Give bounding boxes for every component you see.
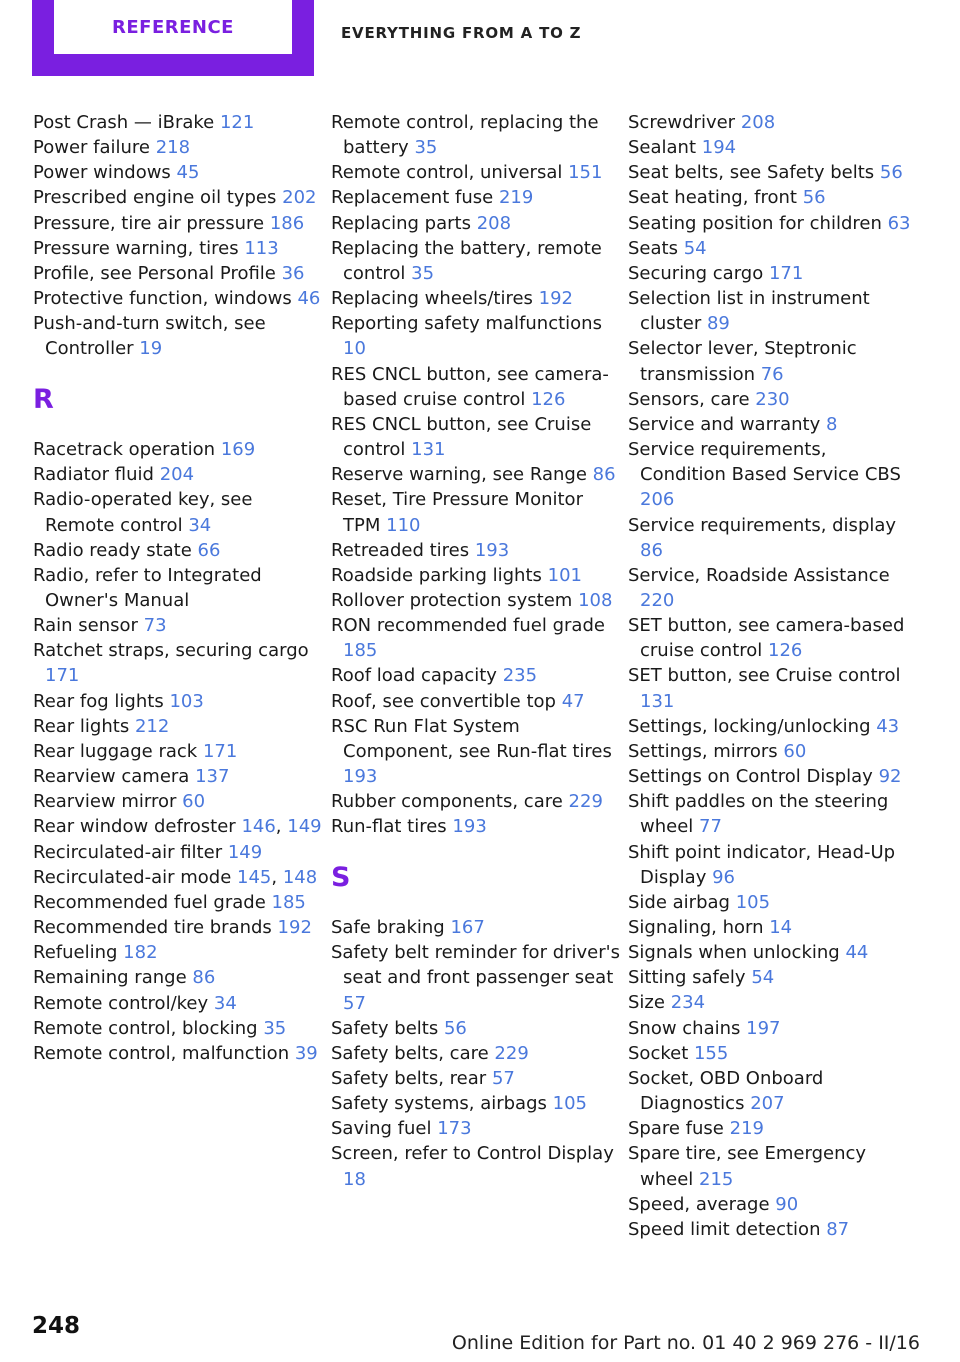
page-link[interactable]: 10 [343,338,366,360]
index-term: Service and warranty [628,413,821,435]
index-term: Recirculated-air filter [33,841,223,863]
page-link[interactable]: 101 [547,564,582,586]
index-term: SET button, see camera-based cruise control [628,615,905,662]
index-entry [331,613,621,663]
index-term: Rearview camera [33,766,190,788]
index-term: Seats [628,237,678,259]
index-entry [628,387,918,412]
page-link[interactable]: 186 [269,212,305,234]
page-link[interactable]: 218 [155,137,191,159]
edition-footer: Online Edition for Part no. 01 40 2 969 276 - II/16 [451,1332,920,1354]
reference-tab-label: REFERENCE [54,0,292,54]
page-link[interactable]: 96 [712,866,735,888]
index-term: Rear window defroster [33,816,236,838]
index-term: Replacement fuse [331,187,494,209]
page-link[interactable]: 194 [701,137,737,159]
index-entry [628,990,918,1015]
page-link[interactable]: 34 [188,514,212,536]
page-link[interactable]: 193 [452,816,487,838]
page-link[interactable]: 35 [411,262,435,284]
section-letter: R [33,383,54,415]
index-entry [331,412,621,462]
page-link[interactable]: 219 [729,1118,764,1140]
index-column-2 [331,110,621,1192]
page-link[interactable]: 229 [568,791,603,813]
page-link[interactable]: 35 [263,1017,287,1039]
index-term: Sealant [628,137,697,159]
index-term: Sitting safely [628,967,746,989]
page-link[interactable]: 39 [294,1042,318,1064]
index-term: Safety systems, airbags [331,1093,547,1115]
page-link[interactable]: 149 [227,841,263,863]
index-term: RES CNCL button, see camera-based cruise control [331,363,609,410]
index-entry [33,840,323,865]
index-entry [33,261,323,286]
index-entry [628,1192,918,1217]
page-link[interactable]: 169 [220,439,256,461]
index-entry [331,538,621,563]
index-entry [628,412,918,437]
page-link[interactable]: 76 [760,363,784,385]
index-entry [628,613,918,663]
index-entry: Rear window defroster 146, 149 [33,816,322,838]
page-link[interactable]: 234 [670,992,706,1014]
index-entry [33,160,323,185]
index-entry: Recirculated-air mode 145, 148 [33,866,318,888]
index-entry [331,211,621,236]
index-entry [331,1116,621,1141]
index-entry [331,185,621,210]
index-entry [628,437,918,512]
index-entry [331,915,621,940]
section-title: EVERYTHING FROM A TO Z [341,24,582,42]
page-link[interactable]: 230 [755,388,790,410]
page-link[interactable]: 45 [176,162,200,184]
index-entry [331,311,621,361]
page-link[interactable]: 44 [845,942,869,964]
index-entry [628,1217,918,1242]
index-entry [33,965,323,990]
index-term: Settings, locking/unlocking [628,715,871,737]
index-term: Prescribed engine oil types [33,187,277,209]
index-entry [628,890,918,915]
page-link[interactable]: 208 [740,112,776,133]
page-link[interactable]: 207 [750,1093,785,1115]
index-term: Remaining range [33,967,187,989]
page-link[interactable]: 212 [134,715,170,737]
page-link[interactable]: 229 [494,1042,529,1064]
index-entry [628,211,918,236]
index-entry [331,487,621,537]
index-entry [33,638,323,688]
page-link[interactable]: 87 [826,1218,850,1240]
index-entry [33,437,323,462]
index-term: Safety belts [331,1017,439,1039]
page-link[interactable]: 103 [169,690,204,712]
index-entry [628,1041,918,1066]
index-entry [331,462,621,487]
index-entry [331,110,621,160]
index-term: Roof load capacity [331,665,497,687]
index-term: Service requirements, Condition Based Service CBS [628,439,901,486]
index-term: Rubber components, care [331,791,563,813]
index-term: Selection list in instrument cluster [628,288,870,335]
index-entry [628,1016,918,1041]
index-term: Power windows [33,162,171,184]
page-link[interactable]: 167 [450,917,485,939]
page-link[interactable]: 197 [746,1017,781,1039]
index-entry [331,563,621,588]
index-entry [331,236,621,286]
index-entry [628,563,918,613]
index-term: Recommended fuel grade [33,891,266,913]
page-link[interactable]: 86 [192,967,216,989]
page-link[interactable]: 204 [159,464,195,486]
index-term: Reserve warning, see Range [331,464,587,486]
index-term: Safety belts, care [331,1042,489,1064]
page-link[interactable]: 193 [474,539,510,561]
index-entry [628,764,918,789]
index-term: Post Crash — iBrake [33,112,215,133]
page-link[interactable]: 182 [123,942,158,964]
index-term: Roadside parking lights [331,564,542,586]
index-term: Remote control, replacing the battery [331,112,599,159]
index-entry [33,563,323,613]
index-term: Snow chains [628,1017,741,1039]
page-link[interactable]: 92 [878,766,902,788]
index-term: Seating position for children [628,212,882,234]
index-term: Sensors, care [628,388,750,410]
index-term: Service, Roadside Assistance [628,564,890,586]
page-link[interactable]: 173 [437,1118,472,1140]
page-link[interactable]: 14 [769,917,793,938]
index-term: Protective function, windows [33,288,292,310]
page-link[interactable]: 57 [491,1067,515,1089]
index-entry [331,940,621,1015]
index-term: Spare tire, see Emergency wheel [628,1143,867,1190]
index-term: Shift paddles on the steering wheel [628,791,889,838]
reference-tab [32,0,314,76]
index-entry [628,1141,918,1191]
index-entry [331,588,621,613]
page-link[interactable]: 105 [735,891,771,913]
page-link[interactable]: 19 [139,338,163,360]
index-term: Ratchet straps, securing cargo [33,640,309,662]
index-term: RES CNCL button, see Cruise control [331,413,592,461]
index-term: Radio, refer to Integrated Owner's Manual [33,564,262,611]
page-link[interactable]: 131 [411,439,446,461]
index-entry [628,261,918,286]
index-term: Size [628,992,665,1014]
index-term: Refueling [33,942,118,964]
index-entry [33,110,323,135]
page-link[interactable]: 137 [195,766,230,788]
index-term: Rain sensor [33,615,138,637]
index-term: Remote control, universal [331,162,563,184]
index-entry [628,135,918,160]
index-term: Seat heating, front [628,187,797,209]
index-entry [33,311,323,361]
index-term: Shift point indicator, Head-Up Display [628,841,896,888]
index-entry [33,211,323,236]
index-term: Rearview mirror [33,791,177,813]
page-link[interactable]: 192 [538,288,574,310]
index-term: Settings on Control Display [628,766,873,788]
index-entry [33,739,323,764]
page-link[interactable]: 235 [502,665,538,687]
index-entry [628,513,918,563]
page-link[interactable]: 18 [343,1168,366,1190]
index-term: Remote control, blocking [33,1017,258,1039]
index-entry [331,1016,621,1041]
index-entry [628,185,918,210]
index-term: SET button, see Cruise control [628,665,901,687]
index-term: Recirculated-air mode [33,866,232,888]
page-link[interactable]: 208 [476,212,512,234]
index-entry [33,185,323,210]
index-entry [628,236,918,261]
index-term: Service requirements, display [628,514,897,536]
index-entry [628,286,918,336]
index-term: Safe braking [331,917,445,939]
page-link[interactable]: 202 [282,187,317,209]
index-term: Safety belts, rear [331,1067,487,1089]
index-term: Remote control/key [33,992,209,1014]
page-link[interactable]: 105 [552,1093,587,1115]
index-term: Push-and-turn switch, see Controller [33,313,266,360]
index-entry [331,1066,621,1091]
page-link[interactable]: 108 [578,589,613,611]
index-term: Rear luggage rack [33,740,198,762]
index-term: Rear lights [33,715,130,737]
index-term: Spare fuse [628,1118,724,1140]
index-entry [331,1091,621,1116]
page-link[interactable]: 149 [287,816,322,838]
index-term: Power failure [33,137,150,159]
index-entry [33,1041,323,1066]
index-term: Safety belt reminder for driver's seat and front passenger seat [331,942,620,989]
page-link[interactable]: 171 [45,665,80,687]
index-entry [628,915,918,940]
index-entry [628,739,918,764]
page-link[interactable]: 220 [640,589,675,611]
index-term: Seat belts, see Safety belts [628,162,875,184]
page-link[interactable]: 43 [876,715,900,737]
index-entry [331,689,621,714]
index-entry [628,336,918,386]
index-term: Pressure warning, tires [33,237,239,259]
index-term: Radio ready state [33,539,192,561]
page-link[interactable]: 206 [640,489,675,511]
index-term: Selector lever, Steptronic transmission [628,338,857,385]
index-entry [331,362,621,412]
index-entry [628,789,918,839]
page-link[interactable]: 56 [802,187,826,209]
page-link[interactable]: 155 [693,1042,729,1064]
index-entry [628,840,918,890]
index-entry [33,991,323,1016]
index-term: Radio-operated key, see Remote control [33,489,253,536]
page-number: 248 [32,1313,81,1339]
page-link[interactable]: 73 [143,615,167,637]
index-entry [33,286,323,311]
index-term: Roof, see convertible top [331,690,556,712]
page-link[interactable]: 34 [213,992,237,1014]
index-entry [33,714,323,739]
page-link[interactable]: 60 [783,740,807,762]
index-term: Reporting safety malfunctions [331,313,602,335]
index-entry [33,135,323,160]
page-link[interactable]: 66 [197,539,221,561]
index-entry [33,689,323,714]
page-link[interactable]: 77 [699,816,722,838]
index-term: Side airbag [628,891,730,913]
index-term: Saving fuel [331,1118,432,1140]
index-term: Replacing parts [331,212,471,234]
page-link[interactable]: 146 [241,816,276,838]
page-link[interactable]: 148 [282,866,318,888]
index-entry [33,890,323,915]
page-link[interactable]: 90 [775,1193,799,1215]
index-entry [33,940,323,965]
page-link[interactable]: 113 [244,237,279,259]
index-term: Racetrack operation [33,439,216,461]
index-entry [33,613,323,638]
page-link[interactable]: 46 [297,288,321,310]
index-entry [331,714,621,789]
index-term: Profile, see Personal Profile [33,262,276,284]
page-link[interactable]: 110 [386,514,421,536]
index-entry [33,1016,323,1041]
index-term: Socket, OBD Onboard Diagnostics [628,1067,824,1115]
index-term: Retreaded tires [331,539,470,561]
index-term: Speed limit detection [628,1218,821,1240]
section-letter: S [331,861,351,893]
index-term: Rear fog lights [33,690,164,712]
index-term: Reset, Tire Pressure Monitor TPM [331,489,583,536]
index-entry [331,1141,621,1191]
index-term: RON recommended fuel grade [331,615,605,637]
index-entry [331,663,621,688]
index-entry [628,1116,918,1141]
index-term: Radiator fluid [33,464,154,486]
page-link[interactable]: 36 [281,262,305,284]
index-term: Replacing the battery, remote control [331,237,602,284]
index-entry [628,663,918,713]
index-entry [331,814,621,839]
index-entry [33,487,323,537]
index-column-1 [33,110,323,1066]
index-entry [33,789,323,814]
page-link[interactable]: 57 [343,992,366,1014]
index-entry [33,462,323,487]
page-link[interactable]: 89 [706,313,730,335]
page-link[interactable]: 47 [561,690,585,712]
index-entry [331,789,621,814]
index-term: Run-flat tires [331,816,447,838]
index-entry [331,160,621,185]
page-link[interactable]: 63 [887,212,911,234]
page-link[interactable]: 171 [202,740,238,762]
index-entry [628,714,918,739]
index-term: RSC Run Flat System Component, see Run-flat tires [331,715,612,762]
index-entry [331,1041,621,1066]
index-term: Screwdriver [628,112,736,133]
page-link[interactable]: 56 [443,1017,467,1039]
index-entry [33,236,323,261]
index-term: Rollover protection system [331,589,573,611]
index-term: Settings, mirrors [628,740,778,762]
index-term: Securing cargo [628,262,764,284]
page-link[interactable]: 131 [640,690,675,712]
page-link[interactable]: 121 [219,112,255,133]
page-link[interactable]: 193 [343,766,378,788]
index-term: Screen, refer to Control Display [331,1143,614,1165]
page-link[interactable]: 151 [568,162,603,184]
index-entry [33,538,323,563]
index-entry [331,286,621,311]
index-term: Remote control, malfunction [33,1042,290,1064]
page-link[interactable]: 86 [640,539,663,561]
page-link[interactable]: 54 [751,967,775,989]
index-entry [628,1066,918,1116]
index-entry [33,764,323,789]
page-link[interactable]: 54 [683,237,707,259]
page-link[interactable]: 35 [414,137,438,159]
index-term: Speed, average [628,1193,770,1215]
page-link[interactable]: 215 [699,1168,734,1190]
index-entry [628,940,918,965]
page-link[interactable]: 86 [592,464,616,486]
page-link[interactable]: 145 [237,866,272,888]
index-term: Recommended tire brands [33,917,272,939]
page-link[interactable]: 126 [531,388,566,410]
index-term: Signals when unlocking [628,942,840,964]
index-term: Pressure, tire air pressure [33,212,265,234]
page-link[interactable]: 60 [182,791,206,813]
page-link[interactable]: 192 [277,917,312,939]
index-term: Signaling, horn [628,917,764,938]
index-term: Replacing wheels/tires [331,288,533,310]
index-column-3 [628,110,918,1242]
page-link[interactable]: 8 [825,413,838,435]
page-link[interactable]: 171 [768,262,804,284]
index-entry [628,965,918,990]
page-link[interactable]: 56 [879,162,903,184]
index-term: Socket [628,1042,689,1064]
page-link[interactable]: 219 [498,187,534,209]
index-entry [628,160,918,185]
page-link[interactable]: 185 [271,891,306,913]
page-link[interactable]: 126 [768,640,803,662]
page-link[interactable]: 185 [343,640,378,662]
index-entry [628,110,918,135]
index-entry [33,915,323,940]
